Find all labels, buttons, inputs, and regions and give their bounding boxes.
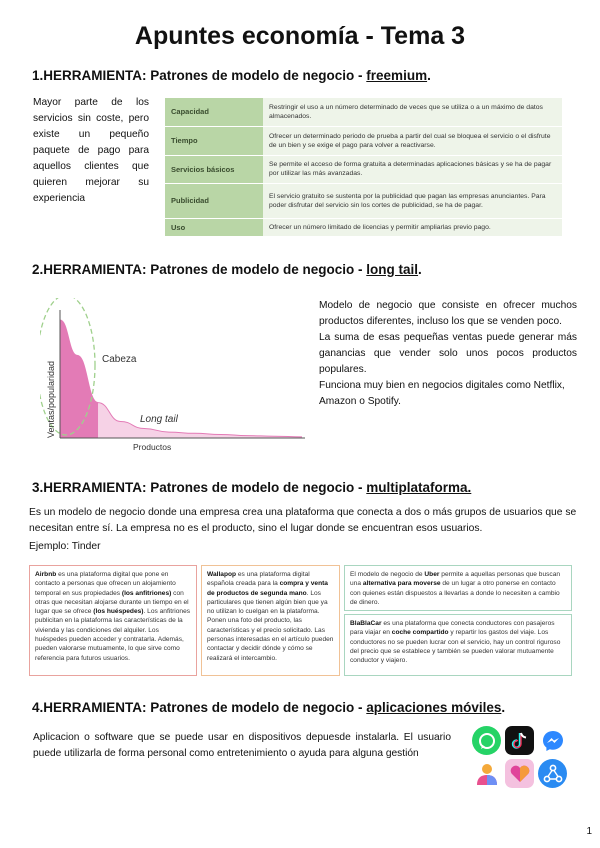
section-3-heading <box>32 480 471 495</box>
messenger-icon <box>538 726 567 755</box>
multiplataforma-example: Ejemplo: Tinder <box>29 541 101 552</box>
blablacar-name: BlaBlaCar <box>350 620 382 627</box>
table-cell-value: Se permite el acceso de forma gratuita a determinadas aplicaciones básicas y se ha de pagar por utilizar las más avanzadas. <box>263 155 562 183</box>
blablacar-box <box>344 614 572 676</box>
airbnb-name: Airbnb <box>35 571 57 578</box>
section-4-topic: aplicaciones móviles <box>366 700 502 715</box>
section-1-prefix: 1.HERRAMIENTA: Patrones de modelo de negocio - <box>32 68 367 83</box>
uber-bold: alternativa para moverse <box>362 580 441 588</box>
long-tail-area <box>98 403 302 438</box>
table-cell-value: Restringir el uso a un número determinado de veces que se utiliza o a un máximo de datos almacenados. <box>263 98 562 126</box>
share-app-icon <box>538 759 567 788</box>
section-2-heading <box>32 262 422 277</box>
table-cell-key: Capacidad <box>165 98 263 126</box>
page-title: Apuntes economía - Tema 3 <box>134 22 466 50</box>
long-tail-line-1: Modelo de negocio que consiste en ofrecer muchos productos diferentes, incluso los que se venden poco. <box>319 300 577 327</box>
tiktok-icon <box>505 726 534 755</box>
table-row <box>165 155 562 183</box>
section-2-suffix: . <box>418 262 422 277</box>
wallapop-box <box>201 565 340 676</box>
y-axis-label: Ventas/popularidad <box>46 360 56 438</box>
blablacar-text: es una plataforma que conecta conductores con pasajeros para viajar en <box>350 620 555 637</box>
section-4-prefix: 4.HERRAMIENTA: Patrones de modelo de negocio - <box>32 700 367 715</box>
uber-text-2: permite a aquellas personas que buscan una <box>350 571 561 588</box>
wallapop-bold: compra y venta de productos de segunda mano <box>207 580 328 597</box>
section-4-suffix: . <box>501 700 506 715</box>
x-axis-label: Productos <box>133 442 172 452</box>
long-tail-description <box>319 298 577 410</box>
long-tail-line-2: La suma de esas pequeñas ventas puede generar más ganancias que vender solo unos pocos productos populares. <box>319 332 577 375</box>
table-cell-value: El servicio gratuito se sustenta por la publicidad que pagan las empresas anunciantes. Para poder disfrutar del servicio sin los cortes de publicidad, se ha de pagar. <box>263 183 562 218</box>
wallapop-text-2: . Los particulares que tienen algún bien que ya no utilizan lo cuelgan en la plataforma. Ponen una foto del producto, las características y el precio solicitado. Las personas interesadas en el artículo pueden contactar y decidir dónde y cómo se realizará el intercambio. <box>207 589 334 662</box>
long-tail-line-3: Funciona muy bien en negocios digitales como Netflix, Amazon o Spotify. <box>319 380 565 407</box>
airbnb-box <box>29 565 197 676</box>
heart-app-icon <box>505 759 534 788</box>
table-cell-key: Uso <box>165 218 263 236</box>
table-row <box>165 98 562 126</box>
table-cell-key: Servicios básicos <box>165 155 263 183</box>
uber-text-3: de un lugar a otro ponerse en contacto con quienes están dispuestos a llevarlas a donde lo necesiten a cambio de dinero. <box>350 580 560 606</box>
table-cell-key: Tiempo <box>165 126 263 155</box>
airbnb-anfitriones: (los anfitriones) <box>121 589 172 597</box>
wallapop-text: es una plataforma digital española creada para la <box>207 571 310 588</box>
section-2-topic: long tail <box>366 262 419 277</box>
section-3-prefix: 3.HERRAMIENTA: Patrones de modelo de negocio - <box>32 480 367 495</box>
contacts-icon <box>472 759 501 788</box>
freemium-table <box>165 98 562 237</box>
section-1-topic: freemium <box>366 68 428 83</box>
head-annotation: Cabeza <box>102 354 137 365</box>
section-1-heading <box>32 68 431 83</box>
section-4-heading <box>32 700 505 715</box>
table-row <box>165 183 562 218</box>
uber-text: El modelo de negocio de <box>350 571 425 578</box>
whatsapp-icon <box>472 726 501 755</box>
table-cell-key: Publicidad <box>165 183 263 218</box>
table-cell-value: Ofrecer un número limitado de licencias y permitir ampliarlas previo pago. <box>263 218 562 236</box>
section-2-prefix: 2.HERRAMIENTA: Patrones de modelo de negocio - <box>32 262 367 277</box>
freemium-description: Mayor parte de los servicios sin coste, pero existe un pequeño paquete de pago para aquellos clientes que quieren mejorar su experiencia <box>33 97 149 204</box>
uber-box <box>344 565 572 611</box>
section-1-suffix: . <box>427 68 431 83</box>
airbnb-text-2: con otras que necesitan alojarse durante un tiempo en el lugar que se ofrece <box>35 589 189 616</box>
table-cell-value: Ofrecer un determinado periodo de prueba a partir del cual se bloquea el servicio o el disfrute de un bien y se exige el pago para volver a reactivarse. <box>263 126 562 155</box>
blablacar-bold: coche compartido <box>391 629 449 637</box>
table-row <box>165 218 562 236</box>
blablacar-text-2: y repartir los gastos del viaje. Los conductores no se pueden lucrar con el servicio, hay un control riguroso del precio que se establece y también se pueden valorar mutuamente conductor y viajero. <box>350 629 561 665</box>
table-row <box>165 126 562 155</box>
airbnb-text: es una plataforma digital que pone en contacto a personas que ofrecen un alojamiento temporal en sus propiedades <box>35 571 176 597</box>
airbnb-text-3: . Los anfitriones publicitan en la plataforma las características de la vivienda y las condiciones del alquiler. Los huéspedes pueden acceder y contratarla. Además, pueden valorarse mutuamente, lo que sirve como referencia para futuros usuarios. <box>35 608 191 662</box>
app-icons-grid <box>472 726 568 790</box>
section-3-topic: multiplataforma. <box>366 480 472 495</box>
wallapop-name: Wallapop <box>207 571 237 578</box>
airbnb-huespedes: (los huéspedes) <box>93 608 144 616</box>
uber-name: Uber <box>424 571 440 578</box>
page-number: 1 <box>586 826 592 837</box>
multiplataforma-description: Es un modelo de negocio donde una empresa crea una plataforma que conecta a dos o más grupos de usuarios que se necesitan entre sí. La empresa no es el producto, sino el lugar donde se encuentran esos usuarios. <box>29 507 577 534</box>
apps-description: Aplicacion o software que se puede usar en dispositivos depuesde instalarla. El usuario puede utilizarla de forma personal como entretenimiento o ayuda para alguna gestión <box>33 732 451 759</box>
long-tail-chart <box>40 298 310 458</box>
tail-annotation: Long tail <box>140 414 178 425</box>
